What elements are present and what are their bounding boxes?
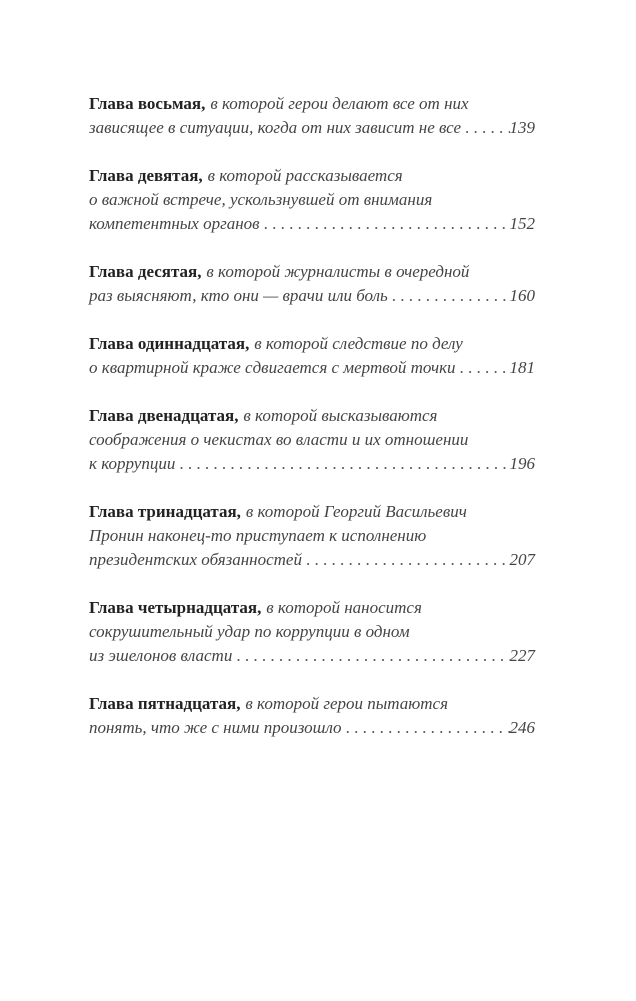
chapter-description: Пронин наконец-то приступает к исполнению bbox=[89, 526, 427, 545]
toc-line bbox=[89, 620, 535, 644]
dot-leader bbox=[260, 212, 510, 236]
chapter-description: компетентных органов bbox=[89, 214, 260, 233]
chapter-description: в которой герои делают все от них bbox=[210, 94, 469, 113]
page-number: 246 bbox=[509, 718, 535, 737]
chapter-description: понять, что же с ними произошло bbox=[89, 718, 342, 737]
chapter-description: в которой герои пытаются bbox=[245, 694, 449, 713]
chapter-description: в которой следствие по делу bbox=[254, 334, 463, 353]
table-of-contents bbox=[89, 92, 535, 764]
toc-line bbox=[89, 428, 535, 452]
toc-line bbox=[89, 500, 535, 524]
toc-entry[interactable] bbox=[89, 404, 535, 476]
toc-line bbox=[89, 404, 535, 428]
chapter-title: Глава пятнадцатая, bbox=[89, 694, 241, 713]
dot-leader bbox=[342, 716, 510, 740]
page-number: 196 bbox=[509, 454, 535, 473]
chapter-title: Глава одиннадцатая, bbox=[89, 334, 250, 353]
chapter-description: в которой Георгий Васильевич bbox=[245, 502, 467, 521]
dot-leader bbox=[302, 548, 510, 572]
chapter-description: соображения о чекистах во власти и их отношении bbox=[89, 430, 469, 449]
page-number: 152 bbox=[509, 214, 535, 233]
toc-line bbox=[89, 524, 535, 548]
toc-entry[interactable] bbox=[89, 500, 535, 572]
toc-line bbox=[89, 692, 535, 716]
chapter-description: в которой наносится bbox=[266, 598, 422, 617]
chapter-description: зависящее в ситуации, когда от них зависит не все bbox=[89, 118, 462, 137]
toc-line bbox=[89, 596, 535, 620]
chapter-description: в которой высказываются bbox=[243, 406, 438, 425]
chapter-title: Глава десятая, bbox=[89, 262, 202, 281]
chapter-description: сокрушительный удар по коррупции в одном bbox=[89, 622, 410, 641]
dot-leader bbox=[232, 644, 509, 668]
toc-entry[interactable] bbox=[89, 92, 535, 140]
page-number: 160 bbox=[509, 286, 535, 305]
toc-line bbox=[89, 116, 535, 140]
page-number: 139 bbox=[509, 118, 535, 137]
chapter-description: президентских обязанностей bbox=[89, 550, 302, 569]
toc-entry[interactable] bbox=[89, 692, 535, 740]
chapter-description: к коррупции bbox=[89, 454, 176, 473]
chapter-description: в которой журналисты в очередной bbox=[206, 262, 470, 281]
toc-line bbox=[89, 260, 535, 284]
toc-entry[interactable] bbox=[89, 332, 535, 380]
toc-line bbox=[89, 716, 535, 740]
dot-leader bbox=[456, 356, 510, 380]
toc-entry[interactable] bbox=[89, 260, 535, 308]
chapter-title: Глава двенадцатая, bbox=[89, 406, 239, 425]
page-number: 181 bbox=[509, 358, 535, 377]
dot-leader bbox=[175, 452, 509, 476]
toc-line bbox=[89, 644, 535, 668]
chapter-description: в которой рассказывается bbox=[207, 166, 403, 185]
page-number: 207 bbox=[509, 550, 535, 569]
toc-line bbox=[89, 332, 535, 356]
toc-line bbox=[89, 452, 535, 476]
chapter-title: Глава тринадцатая, bbox=[89, 502, 241, 521]
toc-entry[interactable] bbox=[89, 164, 535, 236]
chapter-title: Глава восьмая, bbox=[89, 94, 206, 113]
toc-line bbox=[89, 164, 535, 188]
dot-leader bbox=[461, 116, 509, 140]
toc-entry[interactable] bbox=[89, 596, 535, 668]
chapter-description: о квартирной краже сдвигается с мертвой точки bbox=[89, 358, 456, 377]
chapter-title: Глава четырнадцатая, bbox=[89, 598, 262, 617]
chapter-description: из эшелонов власти bbox=[89, 646, 233, 665]
page-number: 227 bbox=[509, 646, 535, 665]
toc-line bbox=[89, 212, 535, 236]
chapter-description: о важной встрече, ускользнувшей от внимания bbox=[89, 190, 433, 209]
toc-line bbox=[89, 356, 535, 380]
chapter-description: раз выясняют, кто они — врачи или боль bbox=[89, 286, 388, 305]
toc-line bbox=[89, 188, 535, 212]
toc-line bbox=[89, 284, 535, 308]
dot-leader bbox=[388, 284, 510, 308]
chapter-title: Глава девятая, bbox=[89, 166, 203, 185]
toc-line bbox=[89, 548, 535, 572]
toc-line bbox=[89, 92, 535, 116]
